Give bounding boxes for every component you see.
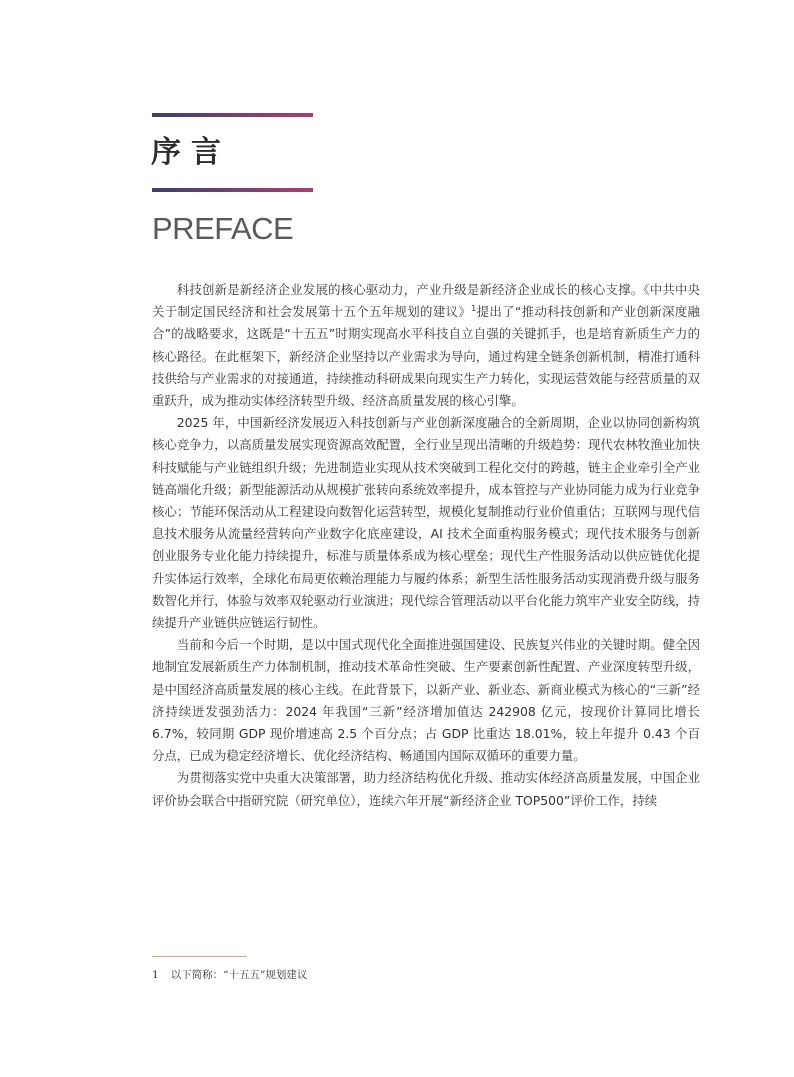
paragraph-3: 当前和今后一个时期，是以中国式现代化全面推进强国建设、民族复兴伟业的关键时期。健全因地制宜发展新质生产力体制机制，推动技术革命性突破、生产要素创新性配置、产业深度转型升级，是中国经济高质量发展的核心主线。在此背景下，以新产业、新业态、新商业模式为核心的“三新”经济持续迸发强劲活力：2024 年我国“三新”经济增加值达 242908 亿元，按现价计算同比增长 6.7%，较同期 GDP 现价增速高 2.5 个百分点；占 GDP 比重达 18.01%，较上年提升 0.43 个百分点，已成为稳定经济增长、优化经济结构、畅通国内国际双循环的重要力量。 (152, 637, 700, 764)
paragraph-1 (152, 279, 700, 412)
title-rule-bottom (152, 188, 313, 192)
paragraph-1-text-b: 提出了“推动科技创新和产业创新深度融合”的战略要求，这既是“十五五”时期实现高水平科技自立自强的关键抓手，也是培育新质生产力的核心路径。在此框架下，新经济企业坚持以产业需求为导向，通过构建全链条创新机制，精准打通科技供给与产业需求的对接通道，持续推动科研成果向现实生产力转化，实现运营效能与经营质量的双重跃升，成为推动实体经济转型升级、经济高质量发展的核心引擎。 (152, 304, 701, 409)
footnote-divider (152, 956, 247, 957)
footnote (152, 966, 307, 984)
paragraph-4: 为贯彻落实党中央重大决策部署，助力经济结构优化升级、推动实体经济高质量发展，中国企业评价协会联合中指研究院（研究单位），连续六年开展“新经济企业 TOP500”评价工作，持续 (152, 770, 700, 808)
paragraph-2: 2025 年，中国新经济发展迈入科技创新与产业创新深度融合的全新周期，企业以协同创新构筑核心竞争力，以高质量发展实现资源高效配置，全行业呈现出清晰的升级趋势：现代农林牧渔业加快科技赋能与产业链组织升级；先进制造业实现从技术突破到工程化交付的跨越，链主企业牵引全产业链高端化升级；新型能源活动从规模扩张转向系统效率提升，成本管控与产业协同能力成为行业竞争核心；节能环保活动从工程建设向数智化运营转型，规模化复制推动行业价值重估；互联网与现代信息技术服务从流量经营转向产业数字化底座建设，AI 技术全面重构服务模式；现代技术服务与创新创业服务专业化能力持续提升，标准与质量体系成为核心壁垒；现代生产性服务活动以供应链优化提升实体运行效率，全球化布局更依赖治理能力与履约体系；新型生活性服务活动实现消费升级与服务数智化并行，体验与效率双轮驱动行业演进；现代综合管理活动以平台化能力筑牢产业安全防线，持续提升产业链供应链运行韧性。 (152, 415, 700, 631)
body-text (152, 279, 700, 812)
title-rule-top (152, 113, 313, 117)
paragraph-1-text-a: 科技创新是新经济企业发展的核心驱动力，产业升级是新经济企业成长的核心支撑。《中共中央关于制定国民经济和社会发展第十五个五年规划的建议》 (152, 282, 700, 320)
page-subtitle: PREFACE (152, 211, 294, 246)
footnote-number: 1 (152, 969, 159, 981)
footnote-reference: 1 (471, 304, 477, 314)
page-title: 序言 (151, 135, 231, 170)
footnote-text: 以下简称：“十五五”规划建议 (170, 969, 308, 981)
